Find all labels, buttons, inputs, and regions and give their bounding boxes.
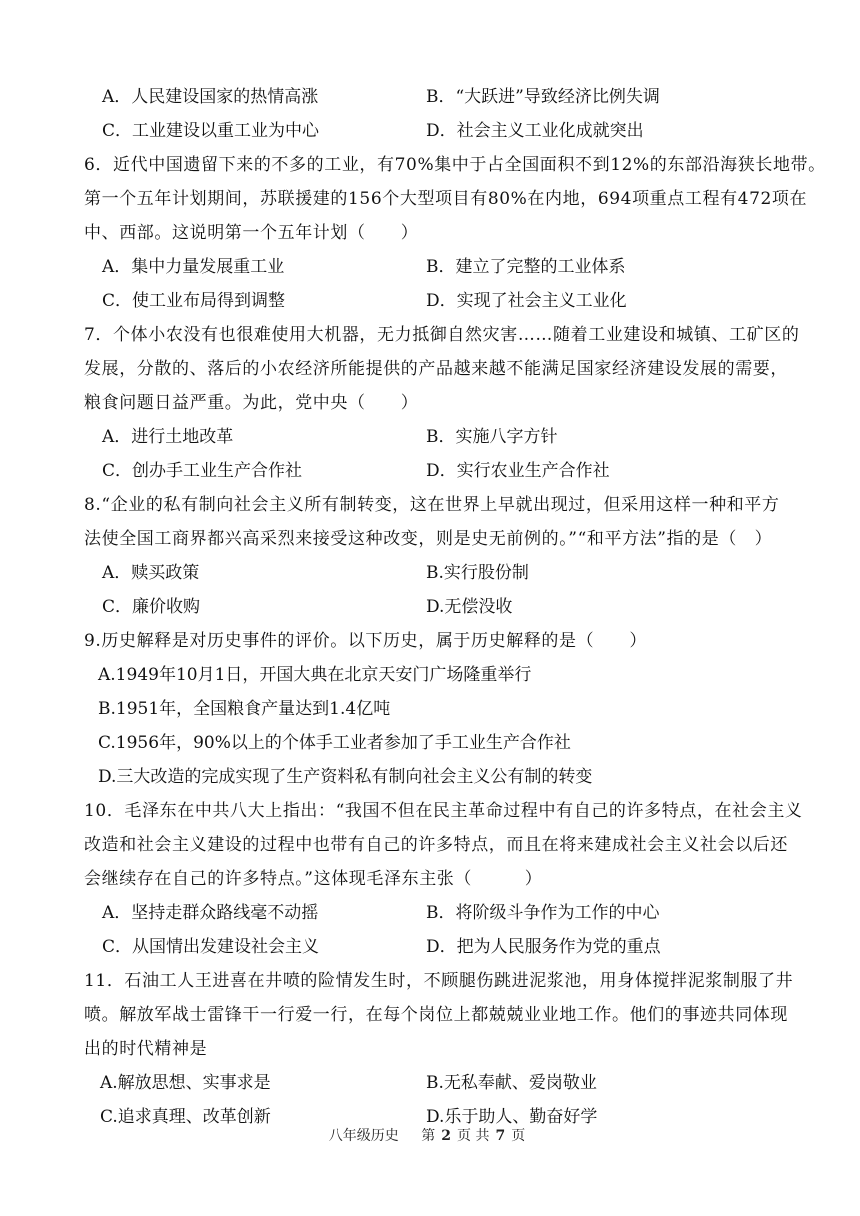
footer-page-number: 2: [441, 1128, 451, 1144]
q6-options-row-1: [84, 250, 784, 284]
q8-options-row-2: [84, 590, 784, 624]
q10-options-row-1: [84, 896, 784, 930]
q11-stem-line-2: 喷。解放军战士雷锋干一行爱一行，在每个岗位上都兢兢业业地工作。他们的事迹共同体现: [84, 1005, 788, 1025]
q7-stem-line-2: 发展，分散的、落后的小农经济所能提供的产品越来越不能满足国家经济建设发展的需要，: [84, 359, 788, 379]
q5-options-row-2: [84, 114, 784, 148]
q11-option-a: A.解放思想、实事求是: [100, 1073, 271, 1093]
q11-options-row-1: [84, 1066, 784, 1100]
q10-stem-line-3: 会继续存在自己的许多特点。”这体现毛泽东主张（ ）: [84, 869, 543, 889]
q9-option-c: C.1956年，90%以上的个体手工业者参加了手工业生产合作社: [98, 733, 571, 753]
q11-option-d: D.乐于助人、勤奋好学: [426, 1107, 598, 1127]
q7-option-a: A．进行土地改革: [102, 427, 234, 447]
q10-options-row-2: [84, 930, 784, 964]
q11-option-b: B.无私奉献、爱岗敬业: [426, 1073, 597, 1093]
footer-subject: 八年级历史: [328, 1128, 399, 1144]
q9-stem-line-1: 9.历史解释是对历史事件的评价。以下历史，属于历史解释的是（ ）: [84, 631, 648, 651]
q8-option-b: B.实行股份制: [426, 563, 529, 583]
q6-stem-line-2: 第一个五年计划期间，苏联援建的156个大型项目有80%在内地，694项重点工程有472项在: [84, 189, 808, 209]
q9-option-b: B.1951年，全国粮食产量达到1.4亿吨: [98, 699, 391, 719]
footer-page-mid: 页 共: [457, 1128, 490, 1144]
q7-options-row-1: [84, 420, 784, 454]
q5-option-b: B．“大跃进”导致经济比例失调: [426, 87, 660, 107]
q8-option-a: A．赎买政策: [102, 563, 200, 583]
page-footer: [0, 1126, 860, 1146]
q10-option-d: D．把为人民服务作为党的重点: [426, 937, 661, 957]
q6-options-row-2: [84, 284, 784, 318]
q7-stem-line-3: 粮食问题日益严重。为此，党中央（ ）: [84, 393, 419, 413]
q9-option-d: D.三大改造的完成实现了生产资料私有制向社会主义公有制的转变: [98, 767, 593, 787]
q8-option-c: C．廉价收购: [102, 597, 201, 617]
q6-option-c: C．使工业布局得到调整: [102, 291, 286, 311]
q8-stem-line-2: 法使全国工商界都兴高采烈来接受这种改变，则是史无前例的。”“和平方法”指的是（ ）: [84, 529, 773, 549]
q8-option-d: D.无偿没收: [426, 597, 513, 617]
q6-option-b: B．建立了完整的工业体系: [426, 257, 626, 277]
q10-option-c: C．从国情出发建设社会主义: [102, 937, 320, 957]
question-area: [84, 80, 826, 1134]
q8-options-row-1: [84, 556, 784, 590]
footer-page-info: [415, 1128, 531, 1144]
q6-stem-line-1: 6．近代中国遗留下来的不多的工业，有70%集中于占全国面积不到12%的东部沿海狭长地带。: [84, 155, 826, 175]
q10-option-a: A．坚持走群众路线毫不动摇: [102, 903, 319, 923]
q5-options-row-1: [84, 80, 784, 114]
q7-option-b: B．实施八字方针: [426, 427, 558, 447]
q10-option-b: B．将阶级斗争作为工作的中心: [426, 903, 660, 923]
q6-option-a: A．集中力量发展重工业: [102, 257, 285, 277]
q6-option-d: D．实现了社会主义工业化: [426, 291, 627, 311]
q10-stem-line-2: 改造和社会主义建设的过程中也带有自己的许多特点，而且在将来建成社会主义社会以后还: [84, 835, 788, 855]
q8-stem-line-1: 8.“企业的私有制向社会主义所有制转变，这在世界上早就出现过，但采用这样一种和平方: [84, 495, 780, 515]
q9-option-a: A.1949年10月1日，开国大典在北京天安门广场隆重举行: [98, 665, 532, 685]
footer-page-total: 7: [495, 1128, 506, 1144]
q10-stem-line-1: 10．毛泽东在中共八大上指出：“我国不但在民主革命过程中有自己的许多特点，在社会主义: [84, 801, 803, 821]
q11-stem-line-1: 11．石油工人王进喜在井喷的险情发生时，不顾腿伤跳进泥浆池，用身体搅拌泥浆制服了井: [84, 971, 794, 991]
footer-page-prefix: 第: [421, 1128, 436, 1144]
q7-option-c: C．创办手工业生产合作社: [102, 461, 303, 481]
q5-option-c: C．工业建设以重工业为中心: [102, 121, 320, 141]
footer-page-suffix: 页: [511, 1128, 526, 1144]
q5-option-d: D．社会主义工业化成就突出: [426, 121, 644, 141]
q7-option-d: D．实行农业生产合作社: [426, 461, 610, 481]
q5-option-a: A．人民建设国家的热情高涨: [102, 87, 319, 107]
q11-stem-line-3: 出的时代精神是: [84, 1039, 208, 1059]
q7-stem-line-1: 7．个体小农没有也很难使用大机器，无力抵御自然灾害……随着工业建设和城镇、工矿区的: [84, 325, 800, 345]
q7-options-row-2: [84, 454, 784, 488]
q6-stem-line-3: 中、西部。这说明第一个五年计划（ ）: [84, 223, 419, 243]
q11-option-c: C.追求真理、改革创新: [100, 1107, 271, 1127]
